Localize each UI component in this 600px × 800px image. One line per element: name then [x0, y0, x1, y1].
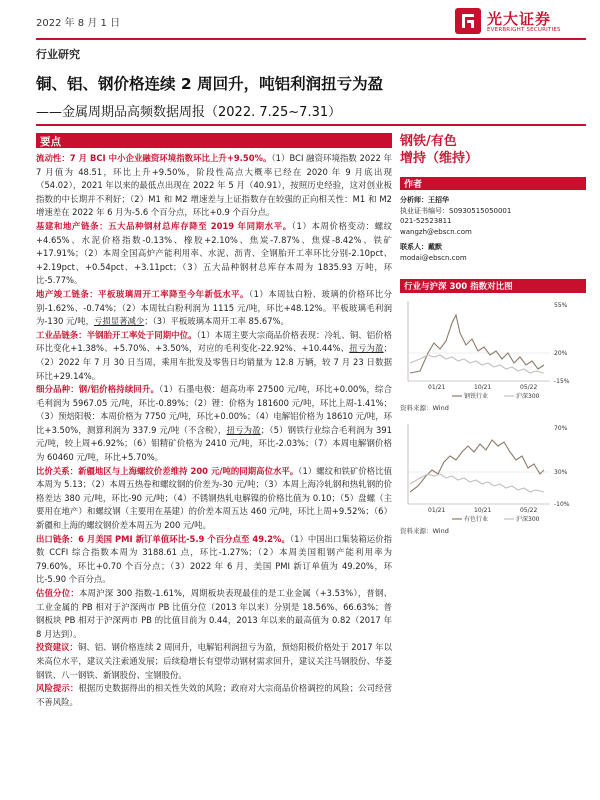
paragraph-text: （1）本周价格变动：螺纹+4.65%、水泥价格指数-0.13%、橡胶+2.10%、焦炭-7.87%、焦煤-8.42%、铁矿+17.91%；（2）本周全国高炉产能利用率、水泥、沥青、全钢胎开工率环比分别-2.10pct、+2.19pct、+0.54pct、+3.11pct；（3）五大品种钢材总库存本周为 1835.93 万吨，环比-5.77%。	[36, 220, 393, 286]
report-date: 2022 年 8 月 1 日	[36, 18, 121, 29]
legend-index: 沪深300	[516, 516, 540, 523]
chart-header	[400, 279, 586, 293]
paragraph-investment	[36, 641, 392, 682]
paragraph-underlined: 扭亏为盈	[226, 424, 261, 435]
paragraph-text: （1）石墨电极：超高功率 27500 元/吨，环比+0.00%，综合毛利润为 5967.05 元/吨，环比-0.89%；（2）锂：价格为 181600 元/吨，环比上周-1.41%；（3）预焙阳极：本周价格为 7750 元/吨，环比+0.00%；（4）电解铝价格为 18610 元/吨，环比+3.50%，测算利润为 337.9 元/吨（不含税），	[36, 384, 392, 435]
analyst-email[interactable]: wangzh@ebscn.com	[400, 227, 472, 236]
y-tick-label: -10%	[554, 501, 570, 508]
key-points-header	[36, 133, 392, 148]
steel-series-line	[410, 315, 544, 373]
paragraph-text: （1）本周钛白粉、玻璃的价格环比分别-1.62%、-0.74%；（2）本周钛白粉利润为 1115 元/吨，环比+48.12%。平板玻璃毛利润为-130 元/吨，	[36, 288, 392, 327]
paragraph-heading: 出口链条：6 月美国 PMI 新订单值环比-5.9 个百分点至 49.2%。	[36, 533, 290, 544]
chart-source: 资料来源：Wind	[400, 527, 449, 535]
title-divider	[36, 124, 586, 126]
x-tick-label: 01/21	[428, 384, 446, 391]
y-tick-label: 55%	[554, 302, 568, 309]
document-type: 行业研究	[36, 48, 80, 61]
chart-source: 资料来源：Wind	[400, 404, 449, 412]
paragraph-heading: 投资建议：	[36, 642, 78, 653]
paragraph-price-ratio	[36, 465, 392, 533]
nonferrous-series-line	[410, 440, 544, 492]
logo-name: 光大证券	[487, 10, 552, 28]
paragraph-text: 本周沪深 300 指数-1.61%，周期板块表现最佳的是工业金属（+3.53%），普钢、工业金属的 PB 相对于沪深两市 PB 比值分位（2013 年以来）分别是 18.56%、66.63%；普钢板块 PB 相对于沪深两市 PB 的比值目前为 0.44，2013 年以来的最高值为 0.82（2017 年 8 月达到）。	[36, 588, 392, 639]
logo-mark-icon	[455, 8, 481, 34]
paragraph-text: ；（2）2022 年 7 月 30 日当周，乘用车批发及零售日均销量为 12.8 万辆，较 7 月 23 日数据环比+29.14%。	[36, 343, 392, 381]
rating-value: 增持（维持）	[400, 151, 479, 166]
paragraph-infrastructure	[36, 220, 392, 288]
report-title: 铜、铝、钢价格连续 2 周回升，吨铝利润扭亏为盈	[36, 75, 384, 93]
contact-name: 联系人：戴默	[400, 243, 442, 251]
paragraph-export	[36, 533, 392, 587]
y-tick-label: 70%	[554, 425, 568, 432]
y-tick-label: 30%	[554, 469, 568, 476]
paragraph-heading: 基建和地产链条：五大品种钢材总库存降至 2019 年同期水平。	[36, 220, 292, 231]
key-points-label: 要点	[40, 136, 61, 148]
paragraph-text: 根据历史数据得出的相关性失效的风险；政府对大宗商品价格调控的风险；公司经营不善风险。	[36, 683, 393, 707]
paragraph-heading: 估值分位：	[36, 588, 79, 598]
steel-vs-index-chart	[400, 293, 586, 401]
header-divider	[36, 38, 586, 40]
x-tick-label: 01/21	[428, 507, 446, 514]
paragraph-heading: 比价关系：新疆地区与上海螺纹价差维持 200 元/吨的同期高位水平。	[36, 465, 299, 476]
paragraph-underlined: 亏损显著减少	[94, 316, 145, 327]
legend-index: 沪深300	[516, 393, 540, 400]
x-tick-label: 05/22	[520, 384, 538, 391]
logo-english-name: EVERBRIGHT SECURITIES	[487, 27, 561, 33]
x-tick-label: 10/21	[474, 507, 492, 514]
paragraph-heading: 风险提示：	[36, 683, 79, 694]
analyst-name: 分析师：王招华	[400, 196, 449, 204]
paragraph-text: （1）中国出口集装箱运价指数 CCFI 综合指数本周为 3188.61 点，环比-1.27%；（2）本周美国粗钢产能利用率为 79.60%，环比+0.70 个百分点；（3）2022 年 6 月，美国 PMI 新订单值为 49.20%，环比-5.90 个百分点。	[36, 533, 392, 585]
analyst-license: 执业证书编号：S0930515050001	[400, 206, 512, 215]
paragraph-text: （1）BCI 融资环境指数 2022 年 7 月值为 48.51，环比上升+9.50%，阶段性高点大概率已经在 2020 年 9 月底出现（54.02），2021 年以来的最低点出现在 2022 年 5 月（40.91），按照历史经验，这对创业板指数的中长期并不利好；（2）M1 和 M2 增速差与上证指数存在较强的正向相关性：M1 和 M2 增速差在 2022 年 6 月为-5.6 个百分点，环比+0.9 个百分点。	[36, 153, 392, 218]
author-label: 作者	[404, 180, 423, 190]
paragraph-completion	[36, 288, 392, 329]
paragraph-text: ；（5）钢铁行业综合毛利润为 391 元/吨，较上周+6.92%；（6）钼精矿价格为 2410 元/吨，环比-2.03%；（7）本周电解钢价格为 60460 元/吨，环比+5.70%。	[36, 424, 393, 463]
analyst-phone: 021-52523811	[400, 217, 452, 225]
paragraph-text: （1）本周主要大宗商品价格表现：冷轧、铜、铝价格环比变化+1.38%、+5.70%、+3.50%，对应的毛利变化-22.92%、+10.44%、	[36, 329, 392, 354]
paragraph-heading: 流动性：7 月 BCI 中小企业融资环境指数环比上升+9.50%。	[36, 153, 272, 163]
x-tick-label: 05/22	[520, 507, 538, 514]
paragraph-heading: 工业品链条：半钢胎开工率处于同期中位。	[36, 329, 197, 340]
paragraph-liquidity	[36, 152, 392, 220]
nonferrous-chart-svg	[400, 416, 586, 524]
rating-sector: 钢铁/有色	[400, 134, 457, 149]
paragraph-heading: 细分品种：钢/铝价格持续回升。	[36, 384, 160, 395]
legend-nonferrous: 有色行业	[464, 516, 489, 523]
paragraph-valuation	[36, 587, 392, 641]
chart-title: 行业与沪深 300 指数对比图	[404, 282, 513, 292]
key-points-body	[36, 152, 392, 709]
x-tick-label: 10/21	[474, 384, 492, 391]
paragraph-subsectors	[36, 383, 392, 465]
sidebar	[400, 133, 586, 535]
nonferrous-vs-index-chart	[400, 416, 586, 524]
paragraph-industrial	[36, 329, 392, 383]
paragraph-heading: 地产竣工链条：平板玻璃周开工率降至今年新低水平。	[36, 288, 249, 299]
index-series-line	[410, 474, 544, 492]
author-header	[400, 177, 586, 190]
company-logo	[455, 6, 585, 40]
paragraph-text: ；（3）平板玻璃本周开工率 85.67%。	[144, 316, 289, 327]
contact-email[interactable]: modai@ebscn.com	[400, 253, 467, 262]
steel-chart-svg	[400, 293, 586, 401]
paragraph-underlined: 扭亏为盈	[349, 343, 384, 354]
report-subtitle: ——金属周期品高频数据周报（2022. 7.25~7.31）	[36, 105, 342, 120]
y-tick-label: 20%	[554, 350, 568, 357]
paragraph-risk	[36, 682, 392, 709]
paragraph-text: （1）螺纹和铁矿价格比值本周为 5.13；（2）本周五热卷和螺纹钢的价差为-30 元/吨；（3）本周上海冷轧钢和热轧钢的价格差达 380 元/吨，环比-90 元/吨；（4）不锈钢热轧电解镍的价格比值为 0.10；（5）盘螺（主要用在地产）和螺纹钢（主要用在基建）的价差本周五达 460 元/吨，环比上周+9.52%；（6）新疆和上海的螺纹钢价差本周五为 200 元/吨。	[36, 465, 392, 531]
legend-steel: 钢铁行业	[464, 393, 489, 400]
y-tick-label: -15%	[554, 378, 570, 385]
paragraph-text: 铜、铝、钢价格连续 2 周回升，电解铝利润扭亏为盈，预焙阳极价格处于 2017 年以来高位水平，建议关注索通发展；后续稳增长有望带动钢材需求回升，建议关注马钢股份、华菱钢铁、八一钢铁、新钢股份、宝钢股份。	[36, 642, 392, 680]
index-series-line	[410, 355, 544, 373]
